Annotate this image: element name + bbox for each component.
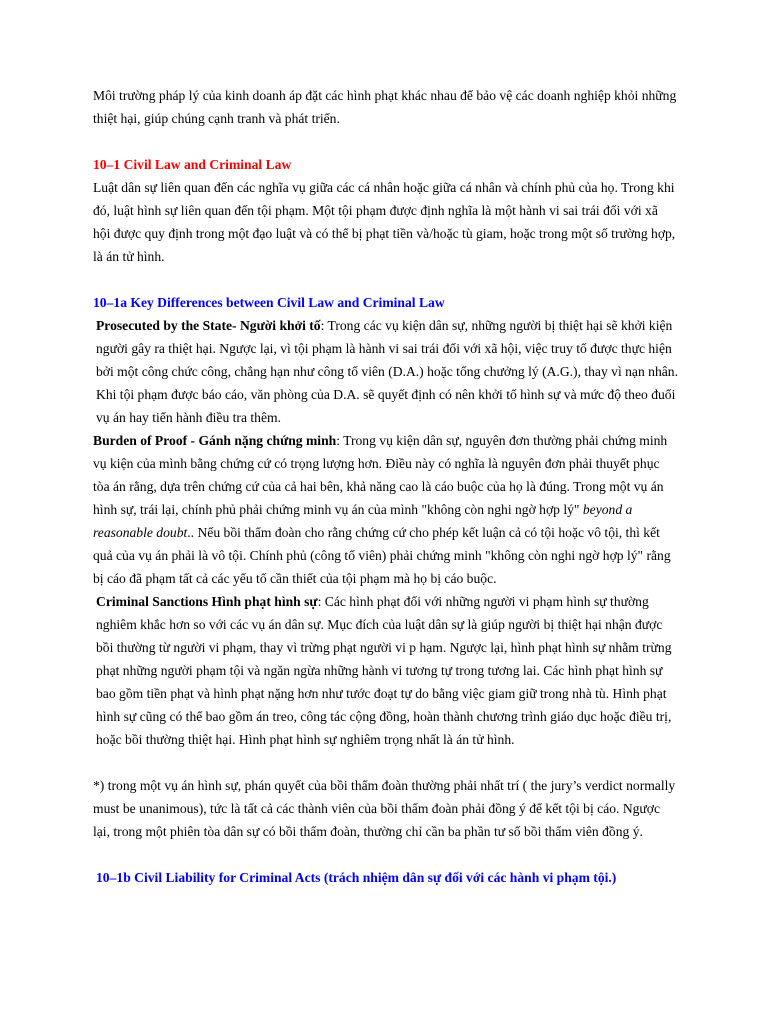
section-1a-heading: 10–1a Key Differences between Civil Law and Criminal Law	[93, 295, 445, 310]
burden-term: Burden of Proof - Gánh nặng chứng minh	[93, 433, 337, 448]
sanctions-text: : Các hình phạt đối với những người vi phạm hình sự thường nghiêm khắc hơn so với các vụ án dân sự. Mục đích của luật dân sự là giúp người bị thiệt hại nhận được bồi thường từ người vi phạm, thay vì trừng phạt người vi p hạm. Ngược lại, hình phạt hình sự nhằm trừng phạt những người phạm tội và ngăn ngừa những hành vi tương tự trong tương lai. Các hình phạt hình sự bao gồm tiền phạt và hình phạt nặng hơn như tước đoạt tự do bằng việc giam giữ trong nhà tù. Hình phạt hình sự cũng có thể bao gồm án treo, công tác cộng đồng, hoàn thành chương trình giáo dục hoặc điều trị, hoặc bồi thường thiệt hại. Hình phạt hình sự nghiêm trọng nhất là án tử hình.	[96, 594, 672, 747]
burden-paragraph	[93, 429, 678, 590]
note-paragraph: *) trong một vụ án hình sự, phán quyết của bồi thẩm đoàn thường phải nhất trí ( the jury’s verdict normally must be unanimous), tức là tất cả các thành viên của bồi thẩm đoàn phải đồng ý để kết tội bị cáo. Ngược lại, trong một phiên tòa dân sự có bồi thẩm đoàn, thường chỉ cần ba phần tư số bồi thẩm viên đồng ý.	[93, 778, 676, 839]
section-1b-heading: 10–1b Civil Liability for Criminal Acts (trách nhiệm dân sự đối với các hành vi phạm tội.)	[96, 870, 617, 885]
spacer	[93, 751, 678, 774]
document-page	[93, 84, 678, 889]
sanctions-term: Criminal Sanctions Hình phạt hình sự	[96, 594, 318, 609]
section-1-body: Luật dân sự liên quan đến các nghĩa vụ giữa các cá nhân hoặc giữa cá nhân và chính phủ của họ. Trong khi đó, luật hình sự liên quan đến tội phạm. Một tội phạm được định nghĩa là một hành vi sai trái đối với xã hội được quy định trong một đạo luật và có thể bị phạt tiền và/hoặc tù giam, hoặc trong một số trường hợp, là án tử hình.	[93, 180, 676, 264]
burden-text-1: : Trong vụ kiện dân sự, nguyên đơn thường phải chứng minh vụ kiện của mình bằng chứng cứ có trọng lượng hơn. Điều này có nghĩa là nguyên đơn phải thuyết phục tòa án rằng, dựa trên chứng cứ của cả hai bên, khả năng cao là cáo buộc của họ là đúng. Trong một vụ án hình sự, trái lại, chính phủ phải chứng minh vụ án của mình "không còn nghi ngờ hợp lý"	[93, 433, 668, 517]
spacer	[93, 268, 678, 291]
spacer	[93, 843, 678, 866]
prosecuted-term: Prosecuted by the State- Người khởi tố	[96, 318, 321, 333]
spacer	[93, 130, 678, 153]
section-1-heading: 10–1 Civil Law and Criminal Law	[93, 157, 292, 172]
sanctions-paragraph	[93, 590, 678, 751]
burden-italic: beyond a reasonable doubt	[93, 502, 633, 540]
burden-text-2: .. Nếu bồi thẩm đoàn cho rằng chứng cứ cho phép kết luận cả có tội hoặc vô tội, thì kết quả của vụ án phải là vô tội. Chính phủ (công tố viên) phải chứng minh "không còn nghi ngờ hợp lý" rằng bị cáo đã phạm tất cả các yếu tố cần thiết của tội phạm mà họ bị cáo buộc.	[93, 525, 671, 586]
intro-paragraph: Môi trường pháp lý của kinh doanh áp đặt các hình phạt khác nhau để bảo vệ các doanh nghiệp khỏi những thiệt hại, giúp chúng cạnh tranh và phát triển.	[93, 88, 677, 126]
prosecuted-paragraph	[93, 314, 678, 429]
prosecuted-text: : Trong các vụ kiện dân sự, những người bị thiệt hại sẽ khởi kiện người gây ra thiệt hại. Ngược lại, vì tội phạm là hành vi sai trái đối với xã hội, việc truy tố được thực hiện bởi một công chức công, chẳng hạn như công tố viên (D.A.) hoặc tổng chưởng lý (A.G.), thay vì nạn nhân. Khi tội phạm được báo cáo, văn phòng của D.A. sẽ quyết định có nên khởi tố hình sự và mức độ theo đuổi vụ án hay tiến hành điều tra thêm.	[96, 318, 678, 425]
